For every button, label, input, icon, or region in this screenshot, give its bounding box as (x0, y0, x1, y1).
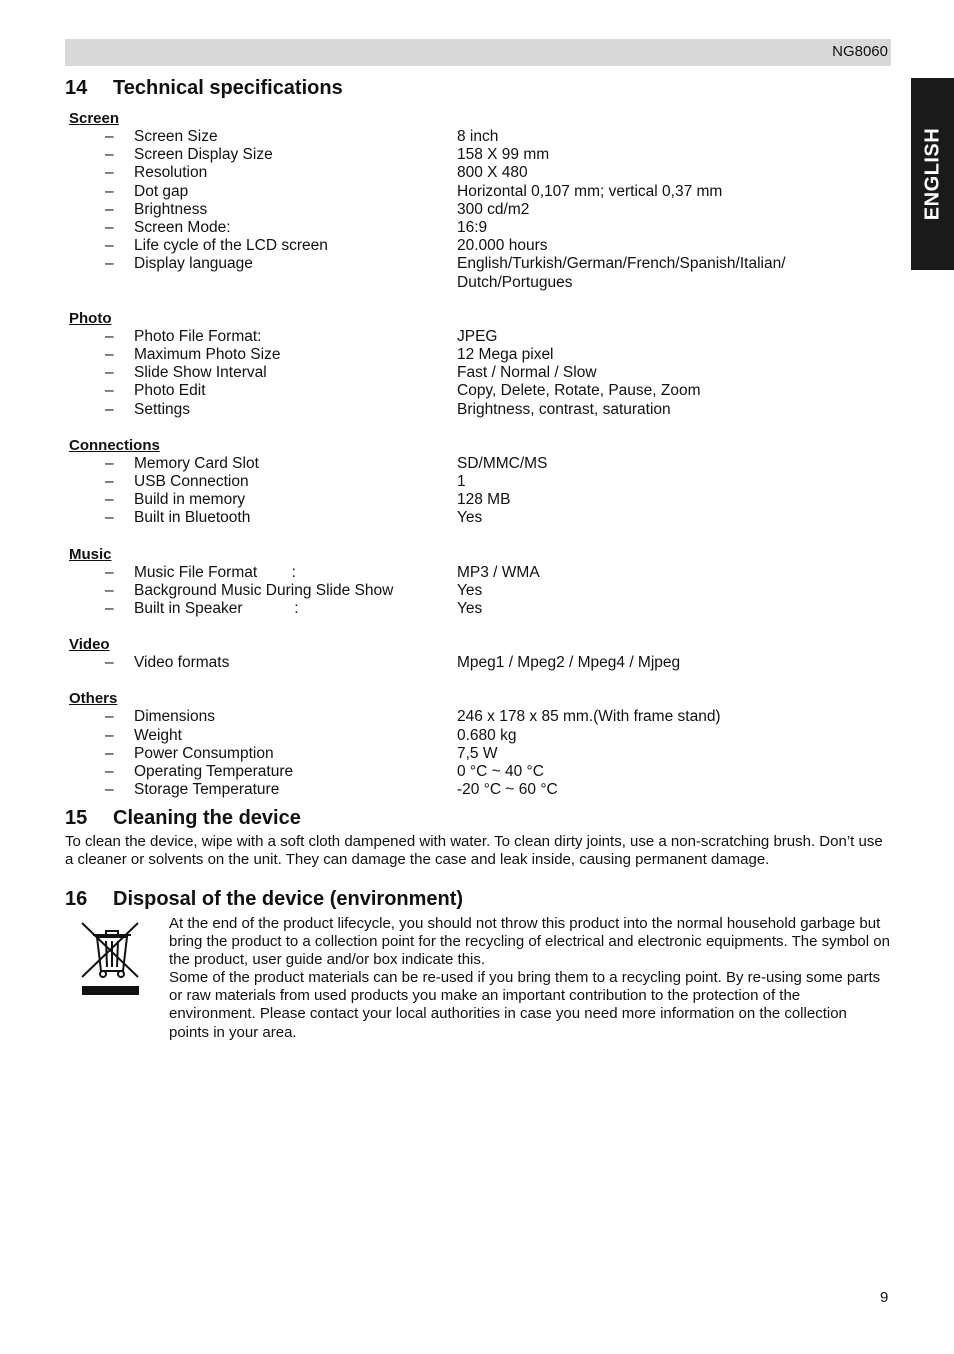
section-14-number: 14 (65, 77, 88, 99)
category-spacer (65, 292, 891, 310)
spec-label: USB Connection (134, 473, 249, 491)
spec-label: Slide Show Interval (134, 364, 267, 382)
list-dash: – (105, 454, 114, 472)
category-heading: Others (69, 690, 118, 708)
category-heading: Photo (69, 309, 112, 327)
specifications-list (65, 110, 891, 799)
section-16-title: Disposal of the device (environment) (113, 888, 464, 910)
spec-row (65, 128, 891, 146)
spec-row (65, 364, 891, 382)
list-dash: – (105, 509, 114, 527)
spec-row (65, 600, 891, 618)
disposal-paragraph-1: At the end of the product lifecycle, you should not throw this product into the normal household garbage but bring the product to a collection point for the recycling of electrical and electronic equipments. The symbol on the product, user guide and/or box indicate this. (169, 915, 890, 969)
list-dash: – (105, 128, 114, 145)
list-dash: – (105, 708, 114, 726)
list-dash: – (105, 400, 114, 418)
language-tab (911, 78, 954, 270)
spec-label: Built in Bluetooth (134, 509, 251, 527)
spec-label: Dimensions (134, 708, 215, 726)
spec-row (65, 582, 891, 600)
language-tab-label: ENGLISH (921, 127, 943, 221)
spec-row (65, 455, 891, 473)
spec-row (65, 255, 891, 291)
spec-row (65, 382, 891, 400)
spec-value: 0.680 kg (457, 726, 517, 744)
list-dash: – (105, 219, 114, 237)
header-bar (65, 39, 891, 66)
list-dash: – (105, 364, 114, 382)
spec-row (65, 727, 891, 745)
spec-label: Memory Card Slot (134, 454, 259, 472)
spec-value: 158 X 99 mm (457, 146, 550, 164)
spec-value: Yes (457, 600, 483, 618)
list-dash: – (105, 654, 114, 672)
spec-label: Screen Size (134, 128, 218, 145)
spec-row (65, 346, 891, 364)
crossed-out-bin-icon (79, 919, 141, 999)
list-dash: – (105, 600, 114, 618)
spec-value: English/Turkish/German/French/Spanish/Italian/ Dutch/Portugues (457, 255, 786, 291)
spec-value: Yes (457, 509, 483, 527)
category-heading: Connections (69, 436, 160, 454)
spec-row (65, 183, 891, 201)
list-dash: – (105, 237, 114, 255)
category-heading: Music (69, 545, 112, 563)
spec-label: Screen Mode: (134, 219, 231, 237)
spec-value: JPEG (457, 327, 498, 345)
spec-label: Dot gap (134, 182, 189, 200)
category-spacer (65, 528, 891, 546)
disposal-paragraph-2: Some of the product materials can be re-used if you bring them to a recycling point. By re-using some parts or raw materials from used products you make an important contribution to the protection of the environment. Please contact your local authorities in case you need more information on the collection points in your area. (169, 969, 881, 1041)
spec-value: -20 °C ~ 60 °C (457, 781, 558, 799)
spec-value: Yes (457, 581, 483, 599)
section-15-title: Cleaning the device (113, 807, 301, 829)
spec-row (65, 237, 891, 255)
spec-value: 16:9 (457, 219, 488, 237)
list-dash: – (105, 346, 114, 364)
spec-value: 7,5 W (457, 744, 498, 762)
spec-row (65, 745, 891, 763)
spec-row (65, 401, 891, 419)
spec-row (65, 219, 891, 237)
page-number: 9 (880, 1289, 889, 1306)
spec-label: Maximum Photo Size (134, 346, 281, 364)
spec-row (65, 164, 891, 182)
list-dash: – (105, 164, 114, 182)
spec-value: 128 MB (457, 491, 511, 509)
spec-row (65, 473, 891, 491)
list-dash: – (105, 781, 114, 799)
spec-label: Photo File Format: (134, 327, 262, 345)
list-dash: – (105, 382, 114, 400)
spec-label: Operating Temperature (134, 763, 294, 781)
spec-value: 800 X 480 (457, 164, 528, 182)
list-dash: – (105, 327, 114, 345)
section-14-title: Technical specifications (113, 77, 343, 99)
spec-label: Video formats (134, 654, 230, 672)
spec-label: Weight (134, 726, 182, 744)
spec-row (65, 328, 891, 346)
section-14-heading (65, 77, 343, 100)
list-dash: – (105, 763, 114, 781)
spec-label: Power Consumption (134, 744, 274, 762)
spec-label: Display language (134, 255, 253, 273)
spec-value: Horizontal 0,107 mm; vertical 0,37 mm (457, 182, 723, 200)
spec-value: MP3 / WMA (457, 563, 540, 581)
category-spacer (65, 672, 891, 690)
spec-label: Background Music During Slide Show (134, 581, 394, 599)
list-dash: – (105, 491, 114, 509)
spec-row (65, 491, 891, 509)
spec-label: Life cycle of the LCD screen (134, 237, 328, 255)
spec-label: Build in memory (134, 491, 246, 509)
spec-value: 0 °C ~ 40 °C (457, 763, 544, 781)
category-heading: Video (69, 636, 110, 654)
spec-label: Brightness (134, 200, 208, 218)
spec-row (65, 509, 891, 527)
spec-value: Brightness, contrast, saturation (457, 400, 671, 418)
spec-value: 300 cd/m2 (457, 200, 530, 218)
section-15-heading (65, 807, 301, 830)
spec-row (65, 708, 891, 726)
spec-label: Storage Temperature (134, 781, 280, 799)
spec-value: 246 x 178 x 85 mm.(With frame stand) (457, 708, 721, 726)
spec-value: SD/MMC/MS (457, 454, 548, 472)
spec-label: Resolution (134, 164, 208, 182)
list-dash: – (105, 146, 114, 164)
list-dash: – (105, 744, 114, 762)
spec-value: 1 (457, 473, 466, 491)
category-spacer (65, 618, 891, 636)
list-dash: – (105, 581, 114, 599)
model-number: NG8060 (832, 43, 888, 60)
spec-row (65, 201, 891, 219)
category-spacer (65, 419, 891, 437)
spec-label: Music File Format : (134, 563, 296, 581)
spec-label: Screen Display Size (134, 146, 273, 164)
list-dash: – (105, 182, 114, 200)
spec-value: Fast / Normal / Slow (457, 364, 597, 382)
spec-label: Settings (134, 400, 191, 418)
spec-value: 12 Mega pixel (457, 346, 554, 364)
list-dash: – (105, 473, 114, 491)
spec-value: 20.000 hours (457, 237, 548, 255)
spec-row (65, 564, 891, 582)
list-dash: – (105, 563, 114, 581)
list-dash: – (105, 726, 114, 744)
spec-row (65, 146, 891, 164)
spec-label: Photo Edit (134, 382, 206, 400)
section-16-heading (65, 888, 463, 911)
spec-value: Copy, Delete, Rotate, Pause, Zoom (457, 382, 701, 400)
list-dash: – (105, 200, 114, 218)
cleaning-paragraph: To clean the device, wipe with a soft cloth dampened with water. To clean dirty joints, use a non-scratching brush. Don’t use a cleaner or solvents on the unit. They can damage the case and leak inside, causing permanent damage. (65, 833, 883, 869)
list-dash: – (105, 255, 114, 273)
spec-row (65, 654, 891, 672)
spec-row (65, 763, 891, 781)
spec-value: 8 inch (457, 128, 499, 145)
spec-row (65, 781, 891, 799)
section-15-number: 15 (65, 807, 88, 829)
spec-label: Built in Speaker : (134, 600, 299, 618)
category-heading: Screen (69, 110, 120, 127)
section-16-number: 16 (65, 888, 88, 910)
spec-value: Mpeg1 / Mpeg2 / Mpeg4 / Mjpeg (457, 654, 681, 672)
